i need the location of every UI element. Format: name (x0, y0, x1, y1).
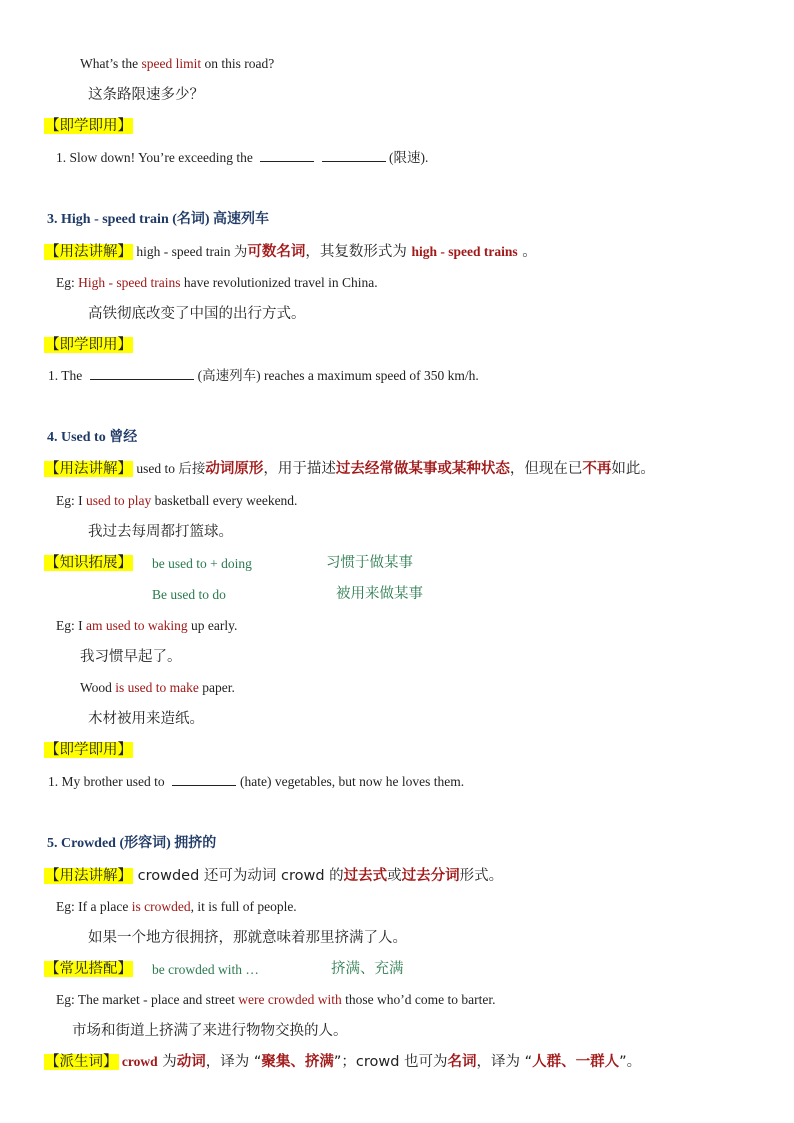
section-heading: 4. Used to 曾经 (47, 430, 138, 445)
example-sentence (56, 616, 237, 636)
question-text: 1. The (48, 368, 83, 383)
usage-text: used to 后接 (133, 461, 206, 476)
example-text: Wood (80, 680, 116, 695)
extension-meaning: 习惯于做某事 (326, 555, 413, 571)
example-text: on this road? (201, 56, 275, 71)
practice-tag: 【即学即用】 (45, 337, 132, 353)
extension-meaning: 被用来做某事 (336, 586, 423, 602)
example-sentence (56, 273, 378, 293)
highlight-term: 可数名词 (247, 244, 306, 260)
question-text: (限速). (388, 150, 429, 165)
usage-tag: 【用法讲解】 (45, 868, 132, 884)
example-text: paper. (198, 680, 235, 695)
highlight-phrase: is used to make (115, 680, 199, 695)
example-sentence (80, 678, 235, 698)
example-text: up early. (187, 618, 238, 633)
example-translation: 高铁彻底改变了中国的出行方式。 (88, 306, 306, 322)
highlight-term: crowd (118, 1054, 158, 1069)
usage-explanation (44, 242, 537, 262)
question-text: (高速列车) reaches a maximum speed of 350 km/h. (197, 368, 479, 383)
section-heading: 5. Crowded (形容词) 拥挤的 (47, 836, 217, 851)
usage-text: 如此。 (611, 461, 655, 477)
answer-blank[interactable] (90, 366, 194, 380)
question-text: 1. Slow down! You’re exceeding the (56, 150, 253, 165)
highlight-term: high - speed trains (411, 244, 518, 259)
example-sentence (56, 491, 297, 511)
practice-tag: 【即学即用】 (45, 118, 132, 134)
example-sentence (56, 990, 495, 1010)
derivative-explanation (44, 1052, 641, 1072)
example-label: Eg: I (56, 618, 86, 633)
derivative-text: 为 (157, 1054, 177, 1070)
extension-phrase: be used to + doing (152, 556, 252, 571)
usage-text: crowded 还可为动词 crowd 的 (133, 868, 344, 884)
extension-item (44, 553, 133, 573)
example-label: Eg: I (56, 493, 86, 508)
example-label: Eg: If a place (56, 899, 132, 914)
example-translation: 木材被用来造纸。 (88, 711, 204, 727)
example-translation: 我习惯早起了。 (80, 649, 182, 665)
highlight-term: 过去经常做某事或某种状态 (335, 461, 510, 477)
highlight-phrase: am used to waking (86, 618, 188, 633)
example-text: What’s the (80, 56, 142, 71)
derivative-text: ”；crowd 也可为 (333, 1054, 448, 1070)
example-translation: 这条路限速多少？ (88, 87, 204, 103)
example-sentence (56, 897, 297, 917)
answer-blank[interactable] (260, 148, 314, 162)
example-translation: 如果一个地方很拥挤，那就意味着那里挤满了人。 (88, 930, 407, 946)
usage-text: 形式。 (459, 868, 504, 884)
example-text: have revolutionized travel in China. (180, 275, 378, 290)
question-text: (hate) vegetables, but now he loves them. (239, 774, 465, 789)
practice-question (56, 148, 428, 168)
collocation-phrase: be crowded with … (152, 962, 259, 977)
collocation-tag: 【常见搭配】 (45, 961, 132, 977)
extension-tag: 【知识拓展】 (45, 555, 132, 571)
usage-explanation (44, 459, 655, 479)
highlight-term: 聚集、挤满 (261, 1054, 334, 1070)
example-label: Eg: (56, 275, 79, 290)
usage-tag: 【用法讲解】 (45, 244, 132, 260)
practice-tag: 【即学即用】 (45, 742, 132, 758)
highlight-term: 动词 (176, 1054, 206, 1070)
collocation-meaning: 挤满、充满 (331, 961, 404, 977)
usage-text: 或 (387, 868, 402, 884)
question-text: 1. My brother used to (48, 774, 165, 789)
section-heading: 3. High - speed train (名词) 高速列车 (47, 212, 270, 227)
highlight-term: 动词原形 (205, 461, 264, 477)
example-text: basketball every weekend. (151, 493, 298, 508)
usage-tag: 【用法讲解】 (45, 461, 132, 477)
highlight-term: 名词 (447, 1054, 477, 1070)
usage-text: high - speed train 为 (133, 244, 248, 259)
example-label: Eg: The market - place and street (56, 992, 239, 1007)
highlight-term: 人群、一群人 (532, 1054, 620, 1070)
highlight-term: 过去式 (343, 868, 388, 884)
highlight-phrase: High - speed trains (78, 275, 181, 290)
derivative-text: ，译为 “ (476, 1054, 533, 1070)
usage-explanation (44, 866, 503, 886)
practice-question (48, 772, 464, 792)
usage-text: 。 (517, 244, 537, 260)
practice-question (48, 366, 479, 386)
highlight-phrase: used to play (86, 493, 152, 508)
example-text: those who’d come to barter. (341, 992, 496, 1007)
highlight-phrase: speed limit (141, 56, 202, 71)
highlight-term: 过去分词 (401, 868, 460, 884)
usage-text: ，但现在已 (509, 461, 583, 477)
highlight-phrase: is crowded (131, 899, 191, 914)
answer-blank[interactable] (322, 148, 386, 162)
example-text: , it is full of people. (190, 899, 297, 914)
highlight-term: 不再 (582, 461, 612, 477)
derivative-text: ，译为 “ (205, 1054, 262, 1070)
example-translation: 我过去每周都打篮球。 (88, 524, 233, 540)
highlight-phrase: were crowded with (238, 992, 342, 1007)
derivative-tag: 【派生词】 (45, 1054, 118, 1070)
usage-text: ，其复数形式为 (305, 244, 412, 260)
extension-phrase: Be used to do (152, 587, 226, 602)
example-sentence (80, 54, 274, 74)
answer-blank[interactable] (172, 772, 236, 786)
usage-text: ，用于描述 (263, 461, 336, 477)
example-translation: 市场和街道上挤满了来进行物物交换的人。 (72, 1023, 348, 1039)
derivative-text: ”。 (619, 1054, 642, 1070)
